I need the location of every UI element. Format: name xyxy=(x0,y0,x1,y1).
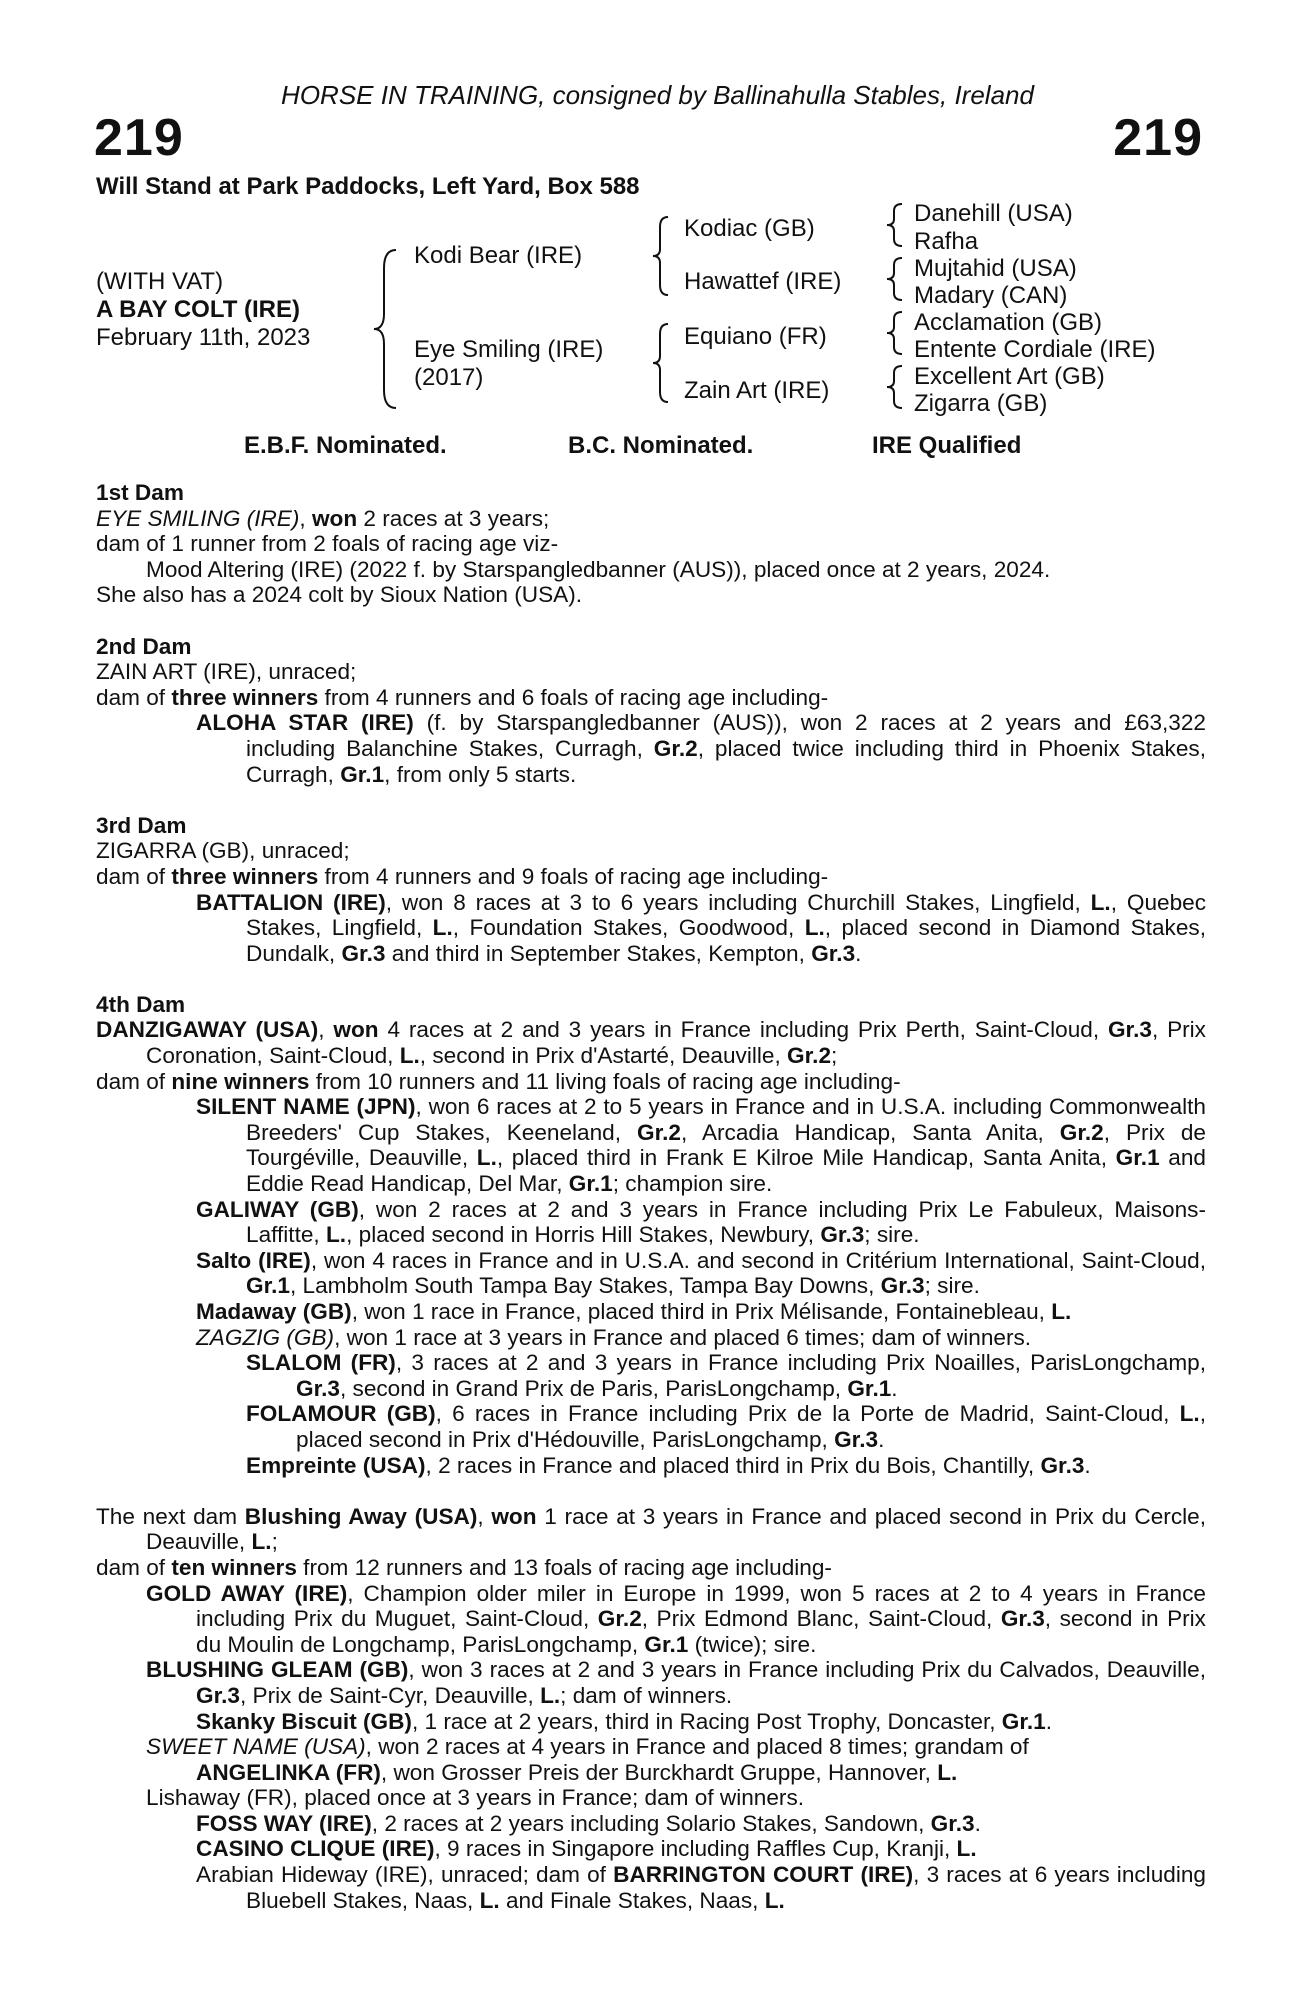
dam-entry: ZIGARRA (GB), unraced; xyxy=(96,838,350,864)
dam-entry: DANZIGAWAY (USA), won 4 races at 2 and 3 years in France including Prix Perth, Saint-Cloud, Gr.3, Prix Coronation, Saint-Cloud, L., second in Prix d'Astarté, Deauville, Gr.2; xyxy=(96,1017,1206,1069)
pedigree-brace-sire xyxy=(650,215,672,297)
pedigree-dsd: Entente Cordiale (IRE) xyxy=(914,336,1156,363)
produce-entry: Skanky Biscuit (GB), 1 race at 2 years, third in Racing Post Trophy, Doncaster, Gr.1. xyxy=(196,1708,1053,1734)
produce-entry: Mood Altering (IRE) (2022 f. by Starspangledbanner (AUS)), placed once at 2 years, 2024. xyxy=(146,556,1051,582)
pedigree-dd: Zain Art (IRE) xyxy=(684,377,830,404)
note-line: She also has a 2024 colt by Sioux Nation (USA). xyxy=(96,582,583,608)
produce-entry: FOLAMOUR (GB), 6 races in France including Prix de la Porte de Madrid, Saint-Cloud, L., placed second in Prix d'Hédouville, ParisLongchamp, Gr.3. xyxy=(246,1401,1206,1452)
dam-produce-line: dam of ten winners from 12 runners and 13 foals of racing age including- xyxy=(96,1554,832,1580)
produce-entry: ZAGZIG (GB), won 1 race at 3 years in France and placed 6 times; dam of winners. xyxy=(196,1324,1032,1350)
foaling-date: February 11th, 2023 xyxy=(96,324,311,351)
nomination-bc: B.C. Nominated. xyxy=(568,432,754,459)
produce-entry: Salto (IRE), won 4 races in France and in U.S.A. and second in Critérium International, Saint-Cloud, Gr.1, Lambholm South Tampa Bay Stakes, Tampa Bay Downs, Gr.3; sire. xyxy=(196,1247,1206,1299)
produce-entry: Empreinte (USA), 2 races in France and placed third in Prix du Bois, Chantilly, Gr.3. xyxy=(246,1452,1091,1478)
produce-entry: GOLD AWAY (IRE), Champion older miler in Europe in 1999, won 5 races at 2 to 4 years in France including Prix du Muguet, Saint-Cloud, Gr.2, Prix Edmond Blanc, Saint-Cloud, Gr.3, second in Prix du Moulin de Longchamp, ParisLongchamp, Gr.1 (twice); sire. xyxy=(146,1580,1206,1657)
pedigree-sire: Kodi Bear (IRE) xyxy=(414,242,583,269)
vat-label: (WITH VAT) xyxy=(96,268,224,295)
produce-entry: BATTALION (IRE), won 8 races at 3 to 6 years including Churchill Stakes, Lingfield, L., Quebec Stakes, Lingfield, L., Foundation Stakes, Goodwood, L., placed second in Diamond Stakes, Dundalk, Gr.3 and third in September Stakes, Kempton, Gr.3. xyxy=(196,889,1207,966)
stand-location: Will Stand at Park Paddocks, Left Yard, Box 588 xyxy=(96,173,640,200)
pedigree-ssd: Rafha xyxy=(914,228,979,255)
pedigree-brace-hawattef xyxy=(884,256,906,302)
produce-entry: GALIWAY (GB), won 2 races at 2 and 3 years in France including Prix Le Fabuleux, Maisons-Laffitte, L., placed second in Horris Hill Stakes, Newbury, Gr.3; sire. xyxy=(196,1196,1207,1248)
pedigree-brace-dam xyxy=(650,322,672,404)
pedigree-ddd: Zigarra (GB) xyxy=(914,390,1048,417)
produce-entry: FOSS WAY (IRE), 2 races at 2 years including Solario Stakes, Sandown, Gr.3. xyxy=(196,1810,981,1836)
pedigree-sss: Danehill (USA) xyxy=(914,200,1073,227)
produce-entry: SLALOM (FR), 3 races at 2 and 3 years in France including Prix Noailles, ParisLongchamp, Gr.3, second in Grand Prix de Paris, ParisLongchamp, Gr.1. xyxy=(246,1350,1207,1401)
section-heading: 3rd Dam xyxy=(96,812,187,838)
consignment-line: HORSE IN TRAINING, consigned by Ballinahulla Stables, Ireland xyxy=(281,80,1034,110)
nomination-ire: IRE Qualified xyxy=(872,432,1022,459)
pedigree-ss: Kodiac (GB) xyxy=(684,215,815,242)
dam-entry: EYE SMILING (IRE), won 2 races at 3 years; xyxy=(96,505,550,531)
pedigree-dam: Eye Smiling (IRE) xyxy=(414,336,604,363)
pedigree-dss: Acclamation (GB) xyxy=(914,309,1103,336)
pedigree-sd: Hawattef (IRE) xyxy=(684,268,842,295)
lot-number-left: 219 xyxy=(94,109,184,167)
produce-entry: BLUSHING GLEAM (GB), won 3 races at 2 and 3 years in France including Prix du Calvados, Deauville, Gr.3, Prix de Saint-Cyr, Deauville, L.; dam of winners. xyxy=(146,1657,1206,1708)
catalogue-body xyxy=(96,480,1206,1913)
dam-produce-line: dam of nine winners from 10 runners and 11 living foals of racing age including- xyxy=(96,1068,901,1094)
dam-entry: ZAIN ART (IRE), unraced; xyxy=(96,659,357,685)
produce-entry: SILENT NAME (JPN), won 6 races at 2 to 5 years in France and in U.S.A. including Commonwealth Breeders' Cup Stakes, Keeneland, Gr.2, Arcadia Handicap, Santa Anita, Gr.2, Prix de Tourgéville, Deauville, L., placed third in Frank E Kilroe Mile Handicap, Santa Anita, Gr.1 and Eddie Read Handicap, Del Mar, Gr.1; champion sire. xyxy=(196,1094,1206,1197)
section-heading: 4th Dam xyxy=(96,991,186,1017)
pedigree-dds: Excellent Art (GB) xyxy=(914,363,1105,390)
pedigree-brace-main xyxy=(370,248,400,410)
pedigree-brace-kodiac xyxy=(884,202,906,248)
pedigree-sds: Mujtahid (USA) xyxy=(914,255,1077,282)
pedigree-dam-year: (2017) xyxy=(414,364,484,391)
produce-entry: Arabian Hideway (IRE), unraced; dam of BARRINGTON COURT (IRE), 3 races at 6 years including Bluebell Stakes, Naas, L. and Finale Stakes, Naas, L. xyxy=(196,1862,1206,1913)
pedigree-brace-zainart xyxy=(884,364,906,410)
pedigree-ds: Equiano (FR) xyxy=(684,323,827,350)
section-heading: 2nd Dam xyxy=(96,633,192,659)
produce-entry: ANGELINKA (FR), won Grosser Preis der Burckhardt Gruppe, Hannover, L. xyxy=(196,1759,958,1785)
produce-entry: SWEET NAME (USA), won 2 races at 4 years in France and placed 8 times; grandam of xyxy=(146,1734,1029,1760)
dam-produce-line: dam of three winners from 4 runners and 9 foals of racing age including- xyxy=(96,863,829,889)
horse-name: A BAY COLT (IRE) xyxy=(96,296,301,323)
pedigree-sdd: Madary (CAN) xyxy=(914,282,1068,309)
dam-produce-line: dam of 1 runner from 2 foals of racing age viz- xyxy=(96,531,559,557)
section-heading: 1st Dam xyxy=(96,480,184,505)
produce-entry: Lishaway (FR), placed once at 3 years in France; dam of winners. xyxy=(146,1785,805,1811)
produce-entry: CASINO CLIQUE (IRE), 9 races in Singapore including Raffles Cup, Kranji, L. xyxy=(196,1836,977,1862)
produce-entry: Madaway (GB), won 1 race in France, placed third in Prix Mélisande, Fontainebleau, L. xyxy=(196,1299,1072,1324)
produce-entry: ALOHA STAR (IRE) (f. by Starspangledbanner (AUS)), won 2 races at 2 years and £63,322 including Balanchine Stakes, Curragh, Gr.2, placed twice including third in Phoenix Stakes, Curragh, Gr.1, from only 5 starts. xyxy=(196,710,1206,787)
dam-produce-line: dam of three winners from 4 runners and 6 foals of racing age including- xyxy=(96,684,829,710)
pedigree-brace-equiano xyxy=(884,310,906,356)
nomination-ebf: E.B.F. Nominated. xyxy=(244,432,447,459)
next-dam-entry: The next dam Blushing Away (USA), won 1 race at 3 years in France and placed second in Prix du Cercle, Deauville, L.; xyxy=(96,1503,1206,1555)
lot-number-right: 219 xyxy=(1113,109,1203,167)
